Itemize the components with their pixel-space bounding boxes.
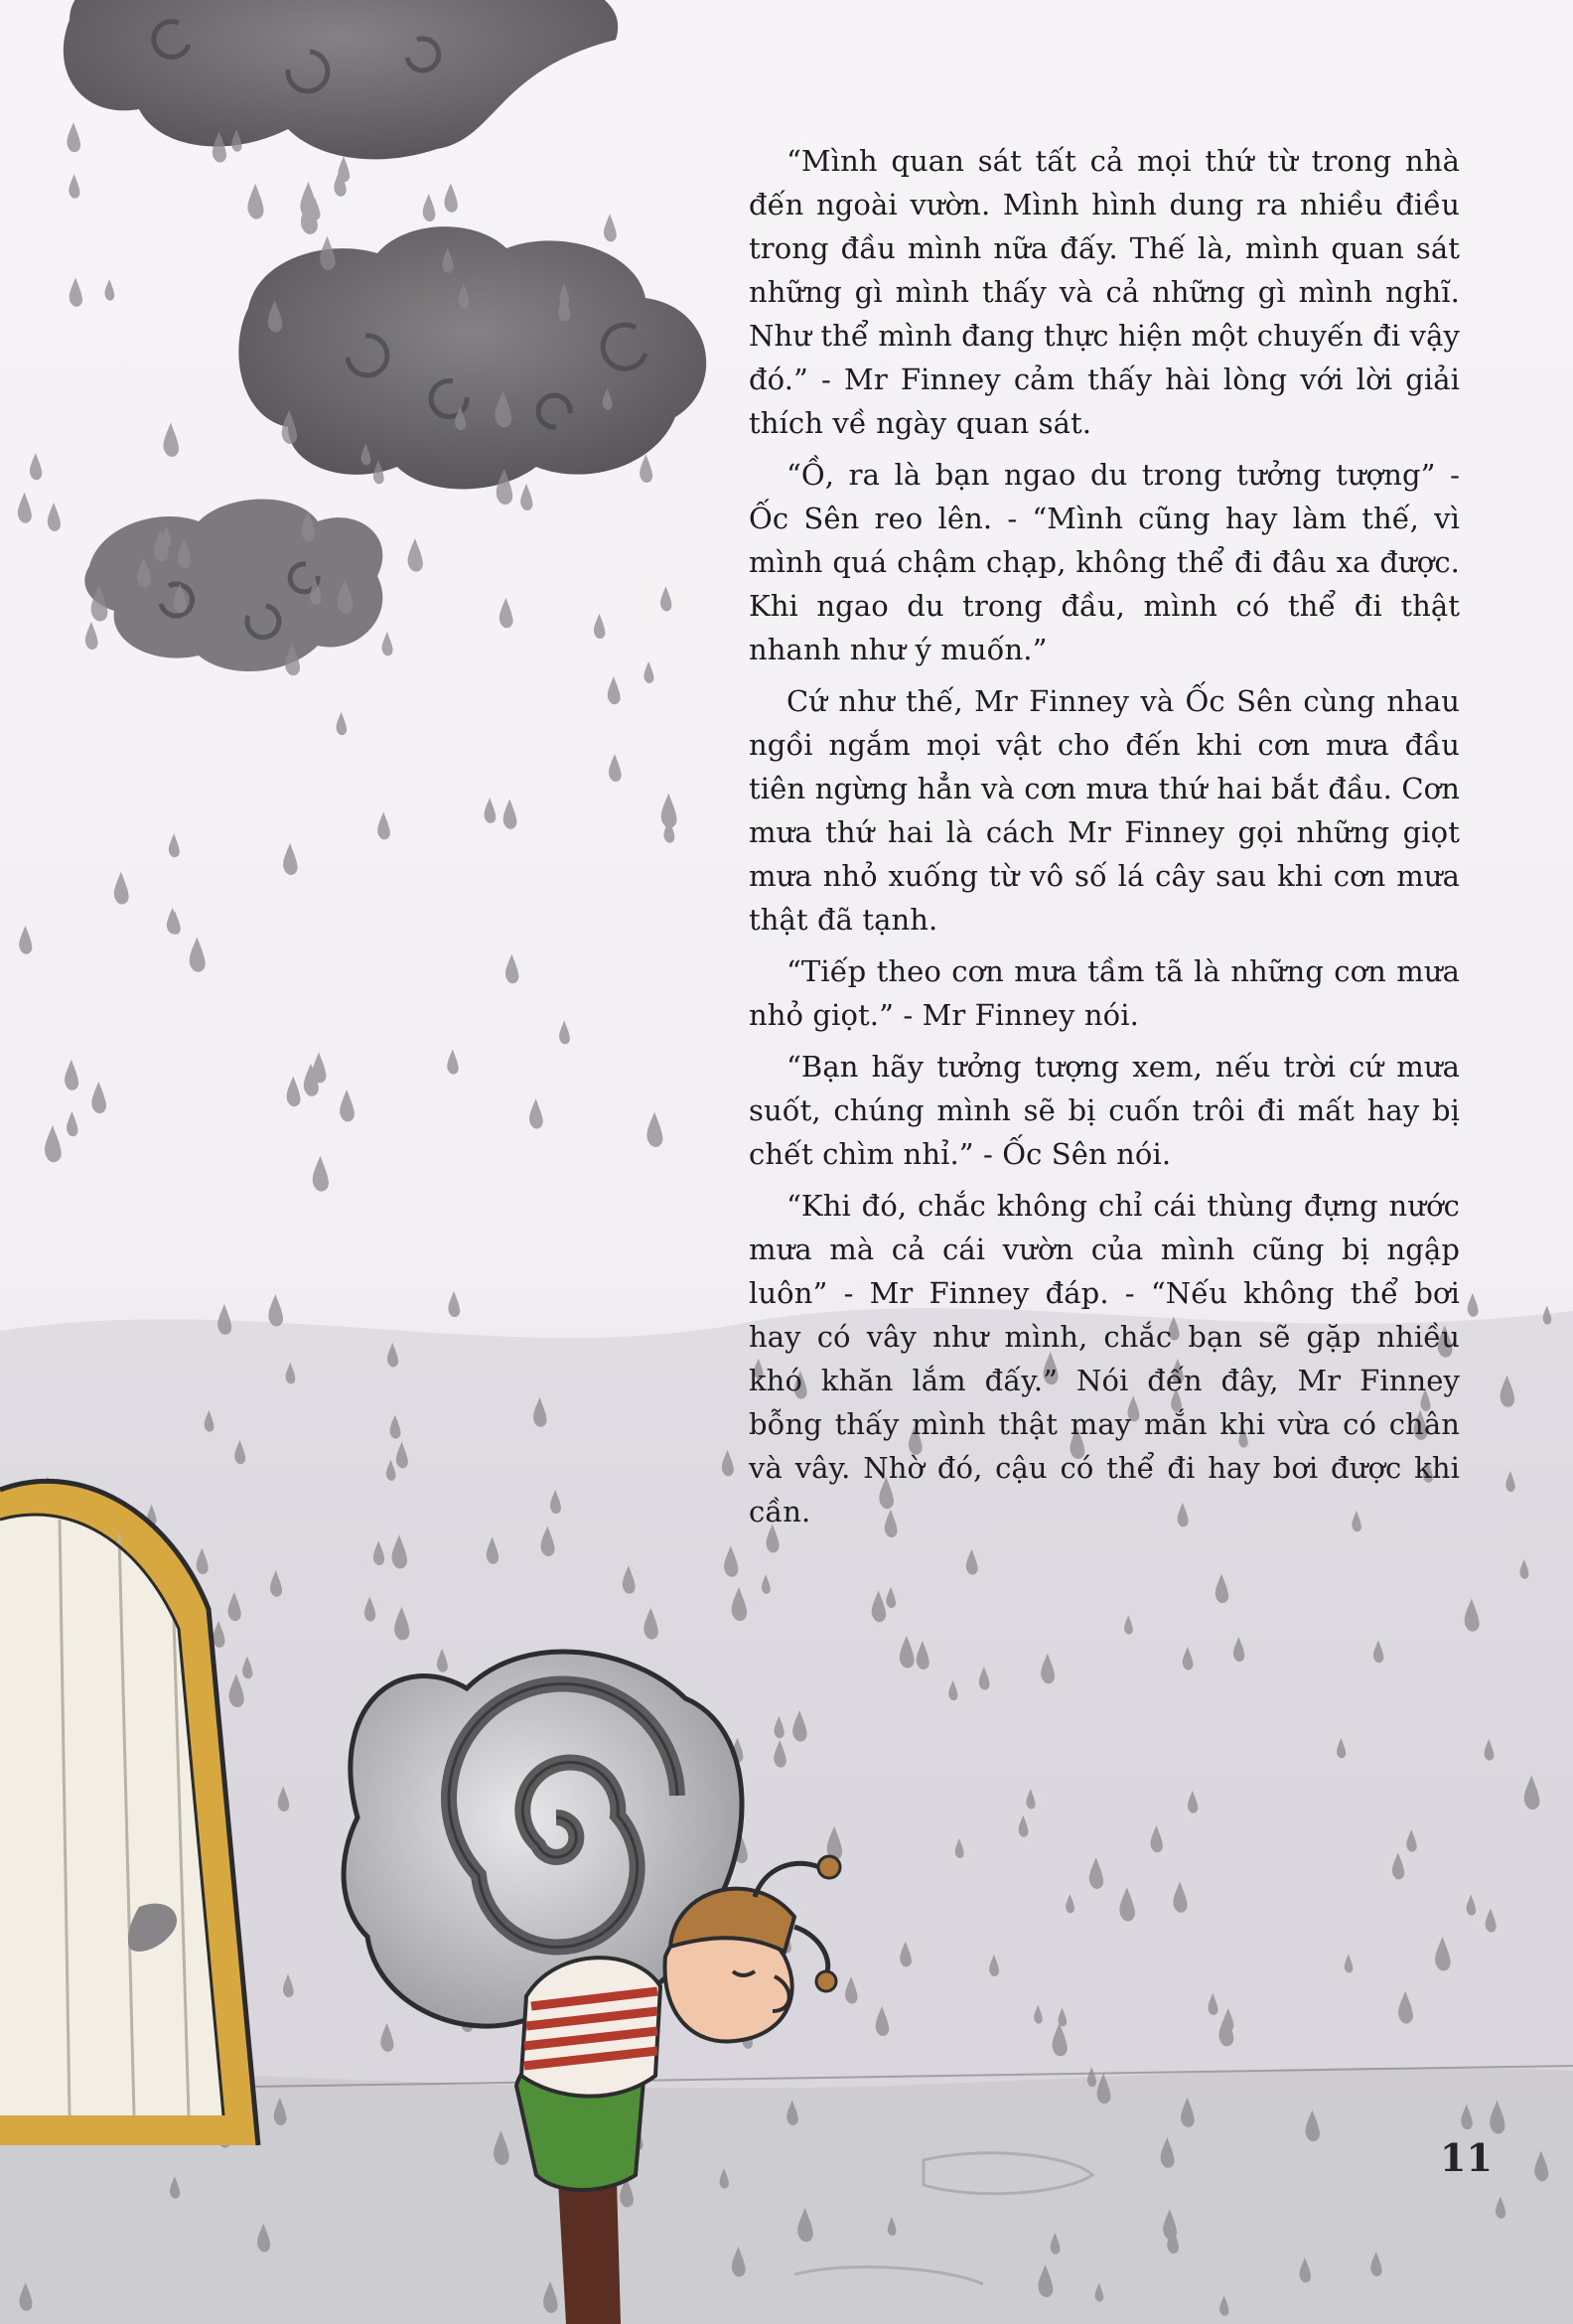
story-paragraph: “Mình quan sát tất cả mọi thứ từ trong nhà đến ngoài vườn. Mình hình dung ra nhiều điều trong đầu mình nữa đấy. Thế là, mình quan sát những gì mình thấy và cả những gì mình nghĩ. Như thể mình đang thực hiện một chuyến đi vậy đó.” - Mr Finney cảm thấy hài lòng với lời giải thích về ngày quan sát.: [749, 144, 1460, 440]
story-paragraph: “Tiếp theo cơn mưa tầm tã là những cơn mưa nhỏ giọt.” - Mr Finney nói.: [749, 954, 1460, 1032]
story-paragraph: “Ồ, ra là bạn ngao du trong tưởng tượng” - Ốc Sên reo lên. - “Mình cũng hay làm thế, vì mình quá chậm chạp, không thể đi đâu xa được. Khi ngao du trong đầu, mình có thể đi thật nhanh như ý muốn.”: [749, 458, 1460, 666]
story-text: [749, 139, 1460, 1541]
page-number: 11: [1440, 2135, 1493, 2180]
story-paragraph: “Khi đó, chắc không chỉ cái thùng đựng nước mưa mà cả cái vườn của mình cũng bị ngập luôn” - Mr Finney đáp. - “Nếu không thể bơi hay có vây như mình, chắc bạn sẽ gặp nhiều khó khăn lắm đấy.” Nói đến đây, Mr Finney bỗng thấy mình thật may mắn khi vừa có chân và vây. Nhờ đó, cậu có thể đi hay bơi được khi cần.: [749, 1189, 1460, 1528]
story-paragraph: “Bạn hãy tưởng tượng xem, nếu trời cứ mưa suốt, chúng mình sẽ bị cuốn trôi đi mất hay bị chết chìm nhỉ.” - Ốc Sên nói.: [749, 1050, 1460, 1171]
story-paragraph: Cứ như thế, Mr Finney và Ốc Sên cùng nhau ngồi ngắm mọi vật cho đến khi cơn mưa đầu tiên ngừng hẳn và cơn mưa thứ hai bắt đầu. Cơn mưa thứ hai là cách Mr Finney gọi những giọt mưa nhỏ xuống từ vô số lá cây sau khi cơn mưa thật đã tạnh.: [749, 684, 1460, 937]
